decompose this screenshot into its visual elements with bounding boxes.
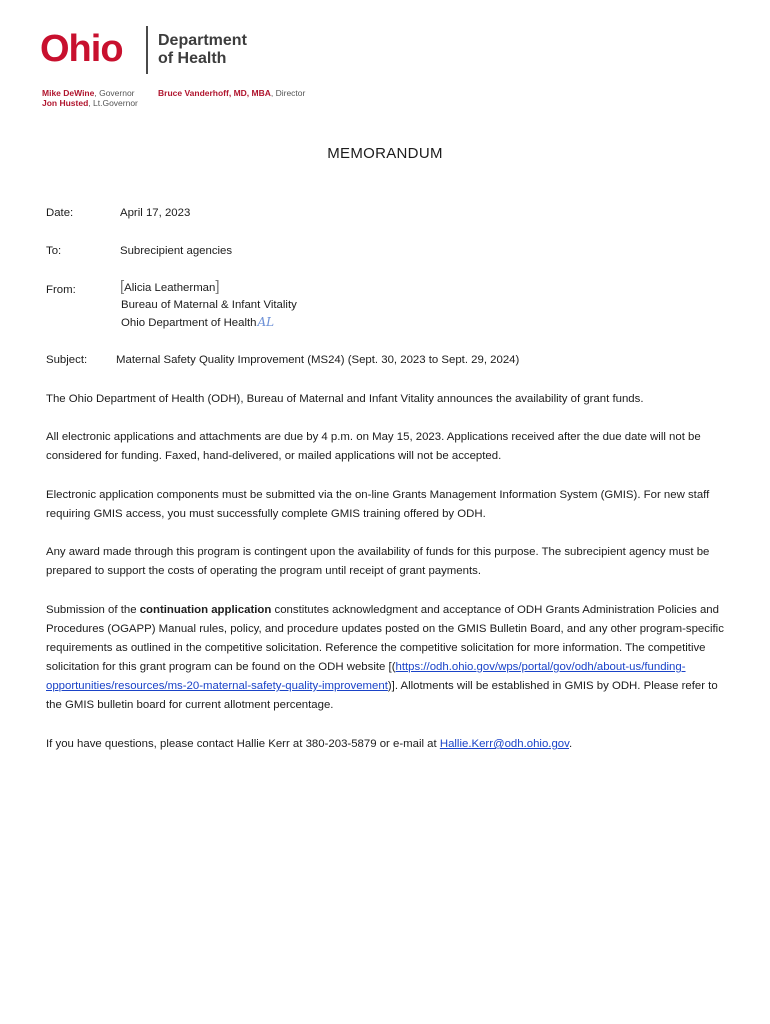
contact-email-link[interactable]: Hallie.Kerr@odh.ohio.gov xyxy=(439,738,569,750)
subject-value: Maternal Safety Quality Improvement (MS24) (Sept. 30, 2023 to Sept. 29, 2024) xyxy=(116,354,520,366)
ohio-logo xyxy=(40,28,123,71)
lt-governor-line: Jon Husted, Lt.Governor xyxy=(42,98,138,108)
date-value: April 17, 2023 xyxy=(120,207,191,219)
to-label: To: xyxy=(46,245,62,257)
paragraph-deadline: All electronic applications and attachments are due by 4 p.m. on May 15, 2023. Applications received after the due date will not be considered for funding. Faxed, hand-delivered, or mailed applications will not be accepted. xyxy=(46,431,701,462)
paragraph-submission: Submission of the continuation application constitutes acknowledgment and acceptance of ODH Grants Administration Policies and Procedures (OGAPP) Manual rules, policy, and procedure updates posted on the GMIS Bulletin Board, and any other program-specific requirements as outlined in the competitive solicitation. Reference the competitive solicitation for more information. The competitive solicitation for this grant program can be found on the ODH website [(https://odh.ohio.gov/wps/portal/gov/odh/about-us/funding-opportunities/resources/ms-20-maternal-safety-quality-improvement)]. Allotments will be established in GMIS by ODH. Please refer to the GMIS bulletin board for current allotment percentage. xyxy=(46,604,724,711)
from-label: From: xyxy=(46,284,76,296)
ohio-logo-text: Ohio xyxy=(40,28,123,70)
date-label: Date: xyxy=(46,207,74,219)
paragraph-contact: If you have questions, please contact Hallie Kerr at 380-203-5879 or e-mail at Hallie.Kerr@odh.ohio.gov. xyxy=(46,738,573,750)
funding-opportunity-link[interactable]: https://odh.ohio.gov/wps/portal/gov/odh/about-us/funding-opportunities/resources/ms-20-maternal-safety-quality-improvement xyxy=(46,661,686,692)
from-name: [Alicia Leatherman] xyxy=(120,278,220,295)
paragraph-gmis: Electronic application components must be submitted via the on-line Grants Management Information System (GMIS). For new staff requiring GMIS access, you must successfully complete GMIS training offered by ODH. xyxy=(46,489,710,520)
subject-label: Subject: xyxy=(46,354,88,366)
from-bureau: Bureau of Maternal & Infant Vitality xyxy=(121,299,297,311)
signature-initials: AL xyxy=(257,315,275,329)
governor-line: Mike DeWine, Governor xyxy=(42,88,135,98)
department-name: Department of Health xyxy=(158,32,247,67)
paragraph-availability: The Ohio Department of Health (ODH), Bureau of Maternal and Infant Vitality announces the availability of grant funds. xyxy=(46,393,644,405)
from-department: Ohio Department of HealthAL xyxy=(121,315,275,329)
director-line: Bruce Vanderhoff, MD, MBA, Director xyxy=(158,88,306,98)
continuation-application-bold: continuation application xyxy=(139,604,272,616)
paragraph-contingent: Any award made through this program is contingent upon the availability of funds for this purpose. The subrecipient agency must be prepared to support the costs of operating the program until receipt of grant payments. xyxy=(46,546,710,577)
memo-title: MEMORANDUM xyxy=(327,145,443,162)
letterhead-divider xyxy=(146,26,148,74)
to-value: Subrecipient agencies xyxy=(120,245,233,257)
